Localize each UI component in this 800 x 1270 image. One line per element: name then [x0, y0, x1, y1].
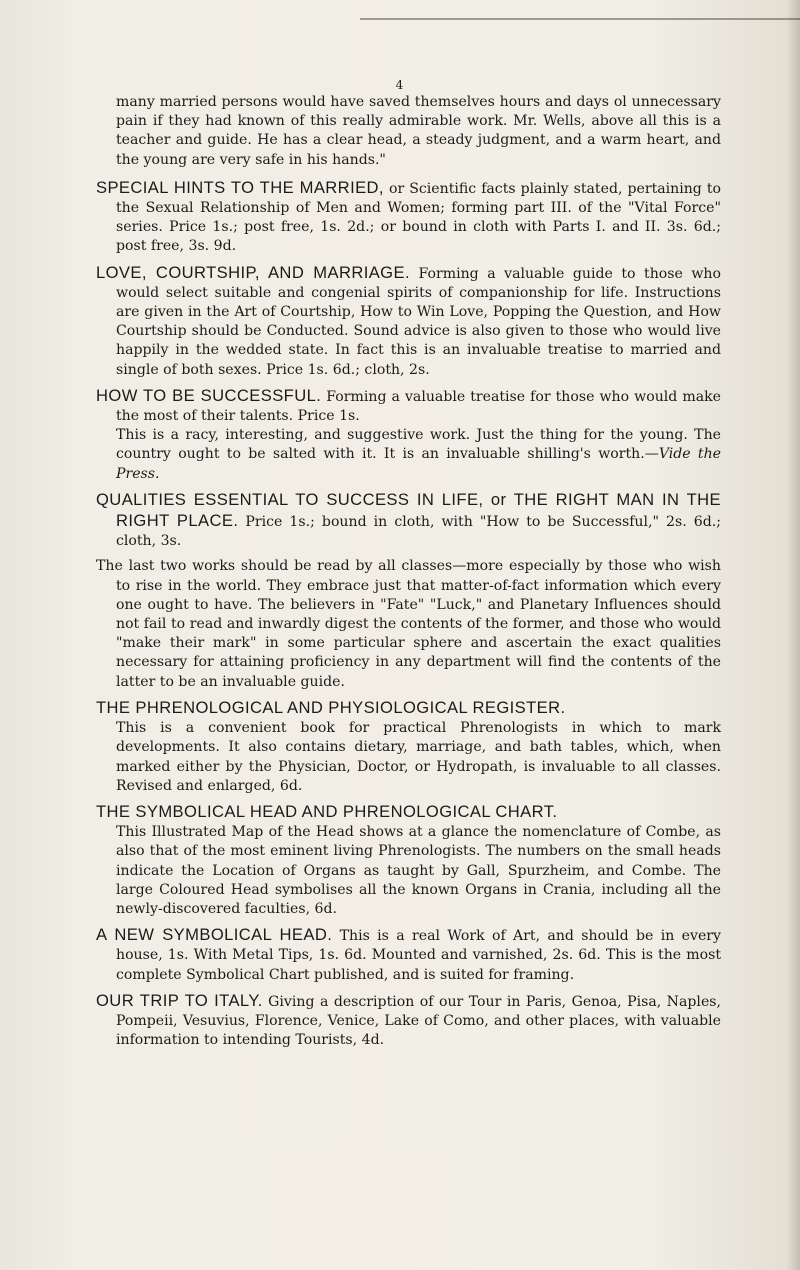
- entry-title: LOVE, COURTSHIP, AND MARRIAGE.: [96, 262, 410, 282]
- entry-last-two-works: [96, 557, 721, 691]
- entry-special-hints: [96, 178, 721, 257]
- entry-new-symbolical-head: [96, 925, 721, 985]
- entry-title: QUALITIES ESSENTIAL TO SUCCESS IN LIFE, or THE RIGHT MAN IN THE RIGHT PLACE.: [96, 489, 721, 531]
- entry-title: HOW TO BE SUCCESSFUL.: [96, 385, 322, 405]
- entry-phrenological-register: [96, 698, 721, 796]
- page-content: [96, 93, 721, 1056]
- entry-symbolical-head-chart: [96, 802, 721, 919]
- top-rule: [360, 18, 800, 20]
- page-edge-shadow: [786, 0, 800, 1270]
- entry-title: A NEW SYMBOLICAL HEAD.: [96, 925, 333, 945]
- entry-title: SPECIAL HINTS TO THE MARRIED,: [96, 177, 384, 197]
- entry-review: This is a racy, interesting, and suggestive work. Just the thing for the young. The country ought to be salted with it. It is an invaluable shilling's worth.—: [116, 427, 721, 463]
- entry-title: THE SYMBOLICAL HEAD AND PHRENOLOGICAL CHART.: [96, 801, 558, 821]
- entry-body: Giving a description of our Tour in Paris, Genoa, Pisa, Naples, Pompeii, Vesuvius, Florence, Venice, Lake of Como, and other places, with valuable information to intending Tourists, 4d.: [116, 993, 721, 1049]
- entry-love-courtship: [96, 263, 721, 380]
- entry-title: THE PHRENOLOGICAL AND PHYSIOLOGICAL REGISTER.: [96, 697, 566, 717]
- entry-body: The last two works should be read by all classes—more especially by those who wish to rise in the world. They embrace just that matter-of-fact information which every one ought to have. The believers in "Fate" "Luck," and Planetary Influences should not fail to read and inwardly digest the contents of the former, and those who would "make their mark" in some particular sphere and ascertain the exact qualities necessary for attaining proficiency in any department will find the contents of the latter to be an invaluable guide.: [96, 558, 721, 690]
- entry-body: Forming a valuable guide to those who would select suitable and congenial spirits of companionship for life. Instructions are given in the Art of Courtship, How to Win Love, Popping the Question, and How Courtship should be Conducted. Sound advice is also given to those who would live happily in the wedded state. In fact this is an invaluable treatise to married and single of both sexes. Price 1s. 6d.; cloth, 2s.: [116, 265, 721, 378]
- page-number: 4: [395, 78, 405, 92]
- intro-paragraph: many married persons would have saved themselves hours and days ol unnecessary pain if they had known of this really admirable work. Mr. Wells, above all this is a teacher and guide. He has a clear head, a steady judgment, and a warm heart, and the young are very safe in his hands.": [116, 94, 721, 168]
- entry-body: Forming a valuable treatise for those who would make the most of their talents. Price 1s.: [116, 388, 721, 425]
- entry-description: This is a convenient book for practical Phrenologists in which to mark developments. It also contains dietary, marriage, and bath tables, which, when marked either by the Physician, Doctor, or Hydropath, is invaluable to all classes. Revised and enlarged, 6d.: [116, 720, 721, 794]
- entry-body: Price 1s.; bound in cloth, with "How to be Successful," 2s. 6d.; cloth, 3s.: [116, 514, 721, 550]
- entry-title: OUR TRIP TO ITALY.: [96, 990, 263, 1010]
- entry-qualities-essential: [96, 490, 721, 552]
- entry-body: or Scientific facts plainly stated, pertaining to the Sexual Relationship of Men and Women; forming part III. of the "Vital Force" series. Price 1s.; post free, 1s. 2d.; or bound in cloth with Parts I. and II. 3s. 6d.; post free, 3s. 9d.: [116, 180, 721, 255]
- entry-how-to-be-successful: [96, 386, 721, 484]
- entry-trip-to-italy: [96, 991, 721, 1051]
- entry-review-source: Vide the Press.: [116, 446, 721, 482]
- entry-body: This is a real Work of Art, and should be in every house, 1s. With Metal Tips, 1s. 6d. Mounted and varnished, 2s. 6d. This is the most complete Symbolical Chart published, and is suited for framing.: [116, 928, 721, 983]
- entry-description: This Illustrated Map of the Head shows at a glance the nomenclature of Combe, as also that of the most eminent living Phrenologists. The numbers on the small heads indicate the Location of Organs as taught by Gall, Spurzheim, and Combe. The large Coloured Head symbolises all the known Organs in Crania, including all the newly-discovered faculties, 6d.: [116, 824, 721, 917]
